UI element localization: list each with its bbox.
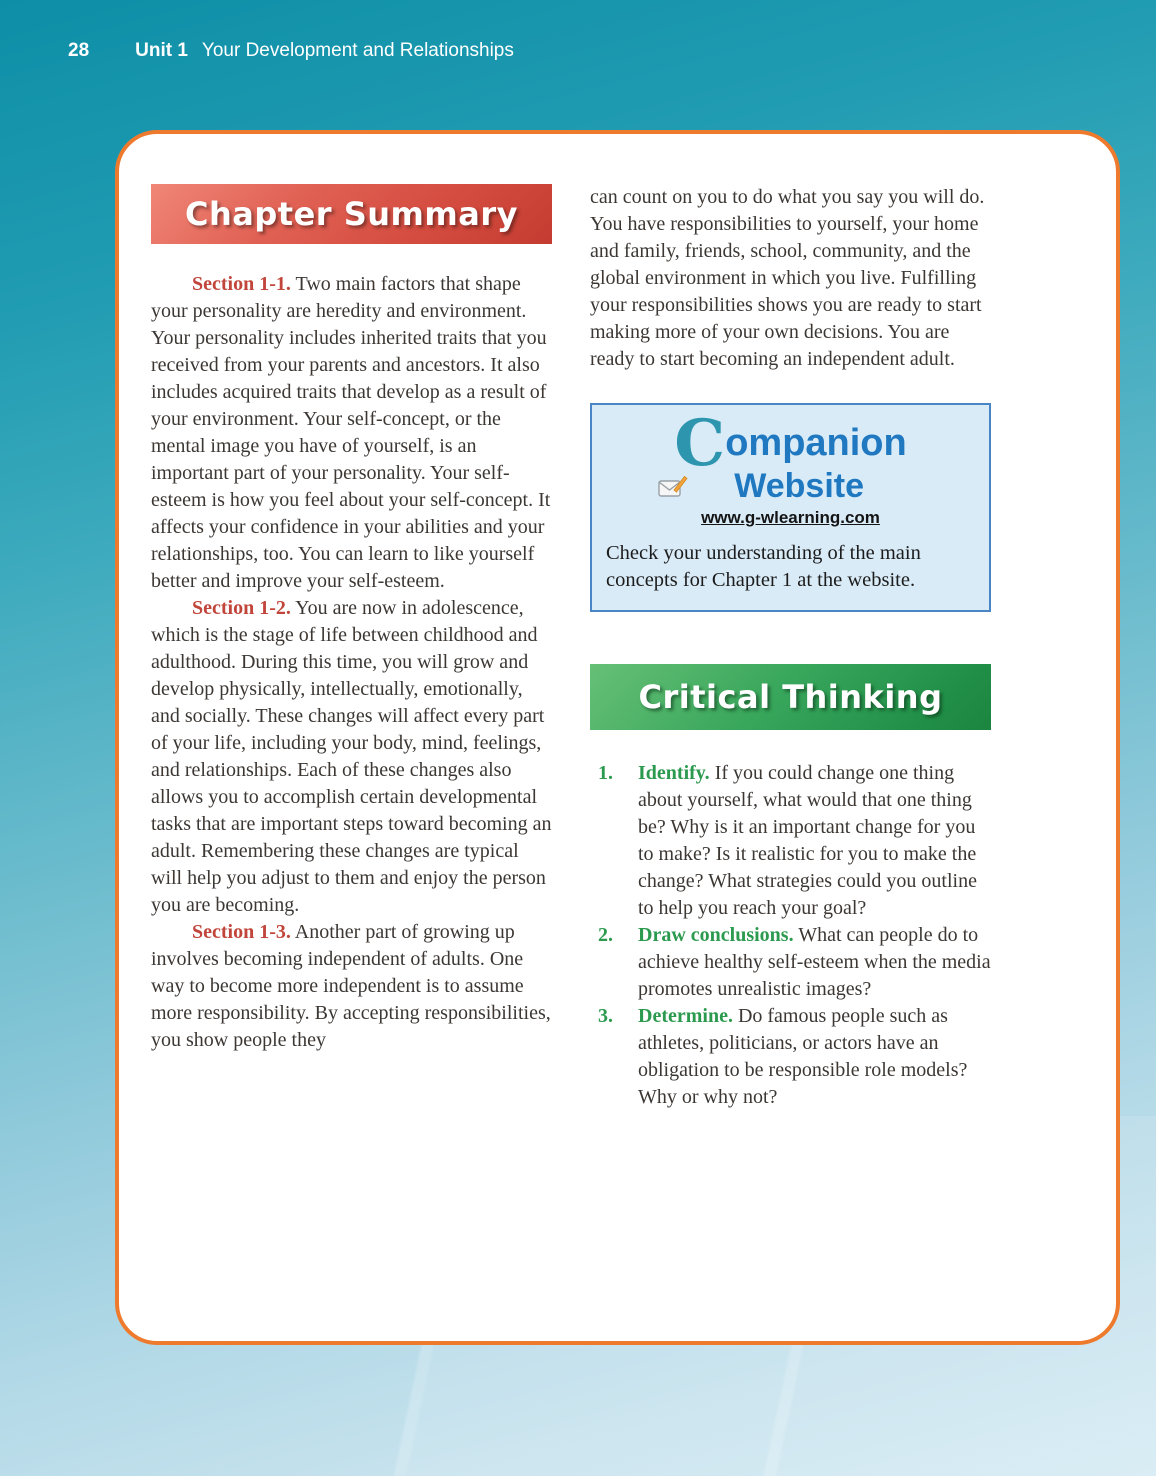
- companion-logo-second-line: Website: [734, 466, 864, 505]
- chapter-summary-banner: [151, 184, 552, 244]
- companion-website-box: [590, 403, 991, 612]
- chapter-summary-title: Chapter Summary: [185, 195, 518, 233]
- section-1-2-lead: Section 1-2.: [192, 597, 291, 619]
- item-1-text: If you could change one thing about yourself, what would that one thing be? Why is it an important change for you to make? Is it realistic for you to make the change? What strategies could you outline to help you reach your goal?: [638, 762, 977, 920]
- item-2-lead: Draw conclusions.: [638, 924, 794, 947]
- companion-website-logo: [606, 406, 975, 505]
- companion-description: Check your understanding of the main concepts for Chapter 1 at the website.: [606, 542, 921, 592]
- section-1-3-text: Another part of growing up involves becoming independent of adults. One way to become more independent is to assume more responsibility. By accepting responsibilities, you show people they: [151, 921, 551, 1051]
- content-card: [115, 130, 1120, 1345]
- critical-thinking-item-1: [590, 760, 991, 922]
- item-2-text: What can people do to achieve healthy self-esteem when the media promotes unrealistic images?: [638, 924, 991, 1001]
- critical-thinking-item-3: [590, 1003, 991, 1111]
- right-column: [590, 184, 991, 1111]
- critical-thinking-item-2: [590, 922, 991, 1003]
- unit-title: Your Development and Relationships: [201, 40, 514, 61]
- section-1-3-lead: Section 1-3.: [192, 921, 291, 943]
- item-1-number: 1.: [598, 762, 613, 785]
- section-1-1-lead: Section 1-1.: [192, 273, 291, 295]
- summary-continuation: can count on you to do what you say you will do. You have responsibilities to yourself, your home and family, friends, school, community, and the global environment in which you live. Fulfilling your responsibilities shows you are ready to start making more of your own decisions. You are ready to start becoming an independent adult.: [590, 186, 985, 370]
- item-3-text: Do famous people such as athletes, politicians, or actors have an obligation to be responsible role models? Why or why not?: [638, 1005, 968, 1109]
- unit-label: Unit 1: [135, 40, 188, 61]
- summary-paragraph-1: [151, 271, 552, 595]
- two-column-layout: [119, 134, 1116, 1111]
- item-3-lead: Determine.: [638, 1005, 733, 1028]
- critical-thinking-list: [590, 760, 991, 1111]
- summary-paragraph-2: [151, 595, 552, 919]
- envelope-pencil-icon: [658, 474, 688, 502]
- item-1-lead: Identify.: [638, 762, 710, 785]
- critical-thinking-title: Critical Thinking: [638, 678, 943, 717]
- section-1-2-text: You are now in adolescence, which is the stage of life between childhood and adulthood. During this time, you will grow and develop physically, intellectually, emotionally, and socially. These changes will affect every part of your life, including your body, mind, feelings, and relationships. Each of these changes also allows you to accomplish certain developmental tasks that are important steps toward becoming an adult. Remembering these changes are typical will help you adjust to them and enjoy the person you are becoming.: [151, 597, 552, 916]
- companion-logo-initial: C: [674, 406, 726, 481]
- running-head: [68, 40, 514, 62]
- page-number: 28: [68, 40, 90, 61]
- item-3-number: 3.: [598, 1005, 613, 1028]
- summary-paragraph-3: [151, 919, 552, 1054]
- companion-website-url[interactable]: www.g-wlearning.com: [701, 508, 880, 528]
- left-column: [151, 184, 552, 1111]
- section-1-1-text: Two main factors that shape your personality are heredity and environment. Your personality includes inherited traits that you received from your parents and ancestors. It also includes acquired traits that develop as a result of your environment. Your self-concept, or the mental image you have of yourself, is an important part of your personality. Your self-esteem is how you feel about your self-concept. It affects your confidence in your abilities and your relationships, too. You can learn to like yourself better and improve your self-esteem.: [151, 273, 551, 592]
- critical-thinking-banner: [590, 664, 991, 730]
- companion-logo-text: ompanion: [725, 422, 907, 464]
- item-2-number: 2.: [598, 924, 613, 947]
